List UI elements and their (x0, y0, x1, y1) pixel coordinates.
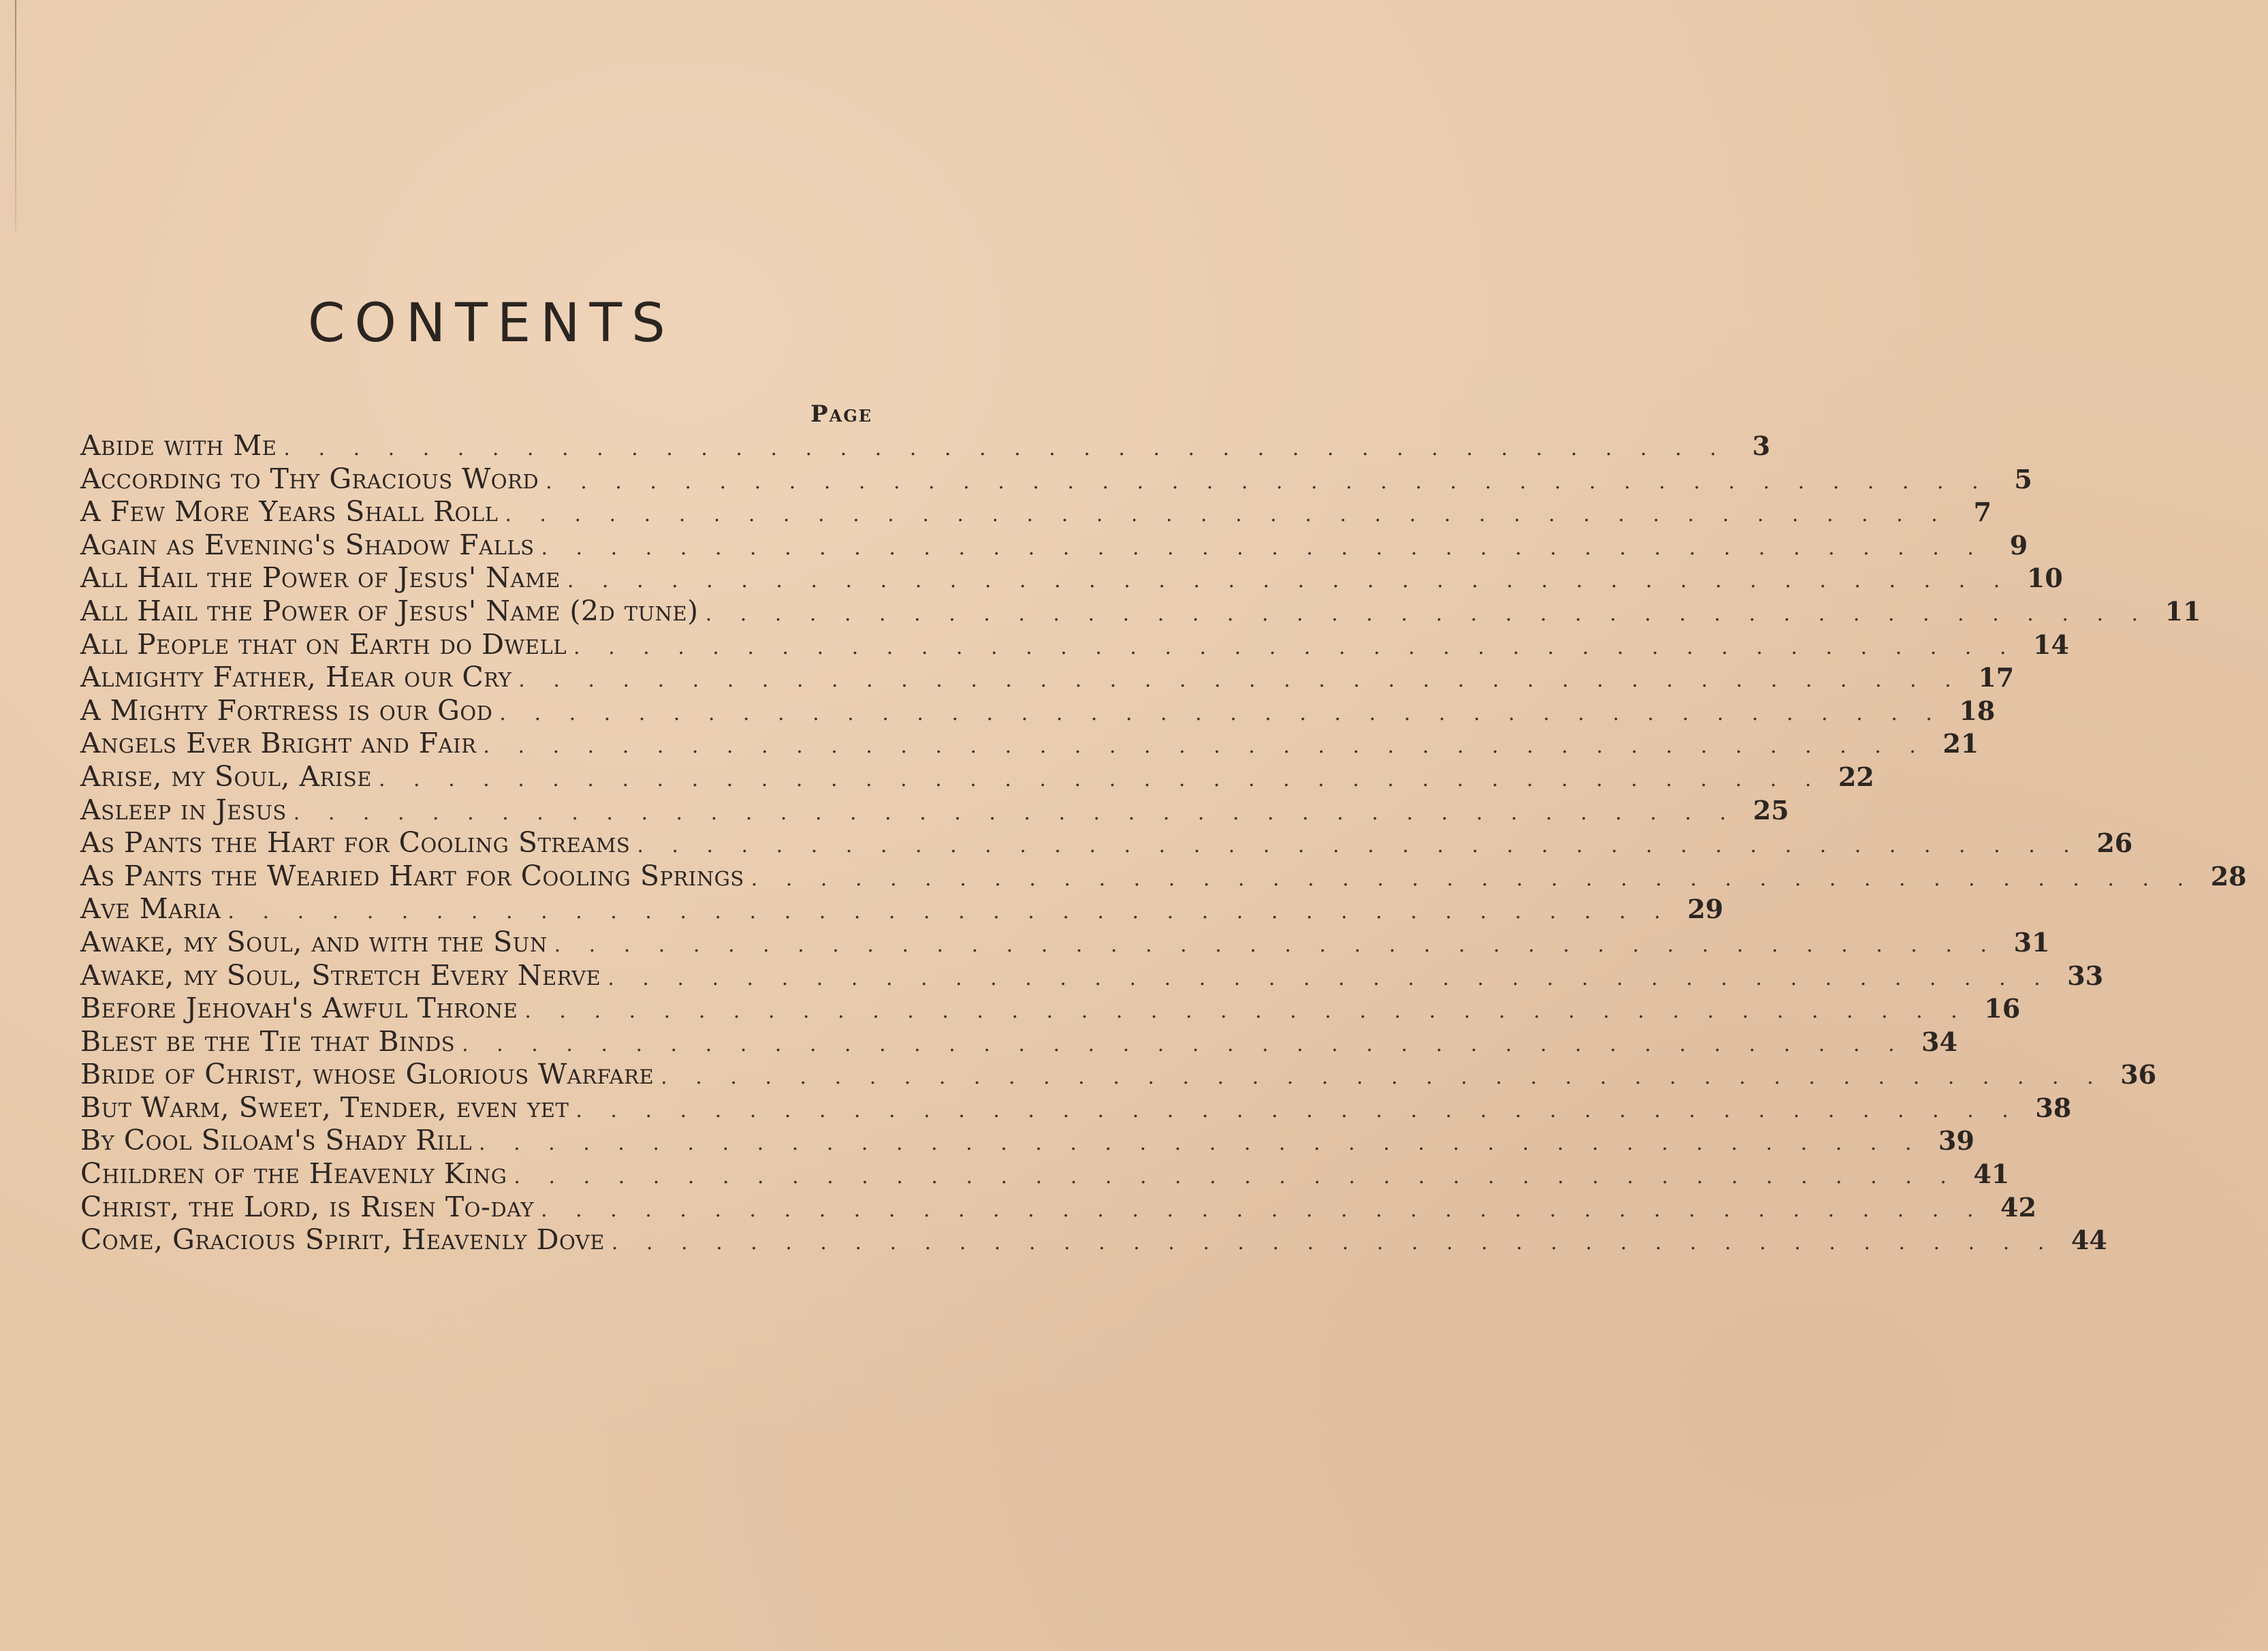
dot-leader (283, 433, 1727, 466)
toc-entry-page-number: 36 (2120, 1059, 2157, 1090)
toc-entry-page-number: 21 (1942, 728, 1979, 759)
toc-entry-title: Again as Evening's Shadow Falls (80, 528, 535, 561)
toc-entry[interactable] (80, 727, 1979, 760)
table-of-contents (80, 429, 2247, 1257)
toc-entry[interactable] (80, 429, 1771, 462)
toc-entry-title: A Mighty Fortress is our God (80, 693, 493, 727)
toc-entry[interactable] (80, 627, 2069, 661)
dot-leader (524, 995, 1968, 1028)
toc-entry-page-number: 17 (1978, 662, 2015, 693)
toc-entry[interactable] (80, 1090, 2072, 1125)
toc-entry-title: Bride of Christ, whose Glorious Warfare (80, 1058, 655, 1091)
toc-entry[interactable] (80, 693, 1996, 727)
toc-entry-page-number: 26 (2096, 828, 2133, 859)
toc-entry[interactable] (80, 528, 2028, 562)
toc-entry-title: All Hail the Power of Jesus' Name (80, 561, 561, 595)
dot-leader (541, 532, 1985, 565)
page-edge-shadow (15, 0, 16, 232)
toc-entry[interactable] (80, 495, 1992, 529)
page-column-label: Page (810, 400, 872, 428)
toc-entry-title: Awake, my Soul, Stretch Every Nerve (80, 958, 601, 992)
dot-leader (518, 664, 1962, 697)
toc-entry-page-number: 9 (2009, 529, 2028, 561)
dot-leader (612, 1227, 2056, 1260)
dot-leader (379, 764, 1823, 797)
toc-entry-page-number: 33 (2067, 960, 2104, 991)
toc-entry-title: Almighty Father, Hear our Cry (80, 661, 512, 694)
toc-entry[interactable] (80, 462, 2032, 496)
toc-entry-page-number: 38 (2035, 1092, 2072, 1123)
toc-entry-page-number: 10 (2026, 563, 2063, 594)
dot-leader (227, 896, 1671, 929)
toc-entry-title: Arise, my Soul, Arise (80, 759, 372, 793)
toc-entry[interactable] (80, 1157, 2010, 1191)
toc-entry[interactable] (80, 661, 2015, 694)
toc-entry-page-number: 41 (1973, 1159, 2010, 1190)
dot-leader (483, 730, 1927, 764)
toc-entry-page-number: 29 (1687, 894, 1724, 925)
toc-entry-title: Angels Ever Bright and Fair (80, 727, 477, 760)
toc-entry[interactable] (80, 859, 2247, 893)
dot-leader (608, 962, 2051, 996)
toc-entry-title: All People that on Earth do Dwell (80, 627, 567, 661)
toc-entry-title: Asleep in Jesus (80, 793, 287, 826)
toc-entry-title: But Warm, Sweet, Tender, even yet (80, 1090, 569, 1124)
dot-leader (637, 830, 2081, 863)
dot-leader (505, 499, 1949, 532)
toc-entry[interactable] (80, 826, 2133, 860)
toc-entry-page-number: 3 (1752, 430, 1771, 461)
toc-entry[interactable] (80, 958, 2104, 992)
dot-leader (541, 1194, 1985, 1227)
toc-entry-title: A Few More Years Shall Roll (80, 495, 499, 529)
toc-entry[interactable] (80, 561, 2063, 595)
dot-leader (514, 1161, 1957, 1194)
dot-leader (573, 631, 2017, 665)
toc-entry-title: Abide with Me (80, 429, 277, 462)
dot-leader (462, 1028, 1906, 1062)
toc-entry-title: According to Thy Gracious Word (80, 462, 539, 495)
toc-entry-page-number: 22 (1838, 761, 1874, 792)
dot-leader (479, 1127, 1923, 1161)
toc-entry-title: Before Jehovah's Awful Throne (80, 992, 518, 1025)
dot-leader (751, 863, 2195, 896)
toc-entry-page-number: 44 (2070, 1225, 2107, 1256)
dot-leader (554, 929, 1998, 962)
dot-leader (576, 1095, 2019, 1128)
toc-entry-page-number: 18 (1959, 695, 1996, 726)
toc-entry-title: Blest be the Tie that Binds (80, 1024, 456, 1058)
toc-entry-page-number: 11 (2164, 595, 2201, 627)
toc-entry-title: Christ, the Lord, is Risen To-day (80, 1190, 534, 1223)
toc-entry[interactable] (80, 892, 1724, 926)
toc-entry[interactable] (80, 992, 2021, 1025)
toc-entry-page-number: 16 (1984, 993, 2021, 1024)
toc-entry[interactable] (80, 793, 1789, 827)
toc-entry-title: Children of the Heavenly King (80, 1157, 507, 1191)
toc-entry[interactable] (80, 594, 2201, 628)
toc-entry-page-number: 7 (1973, 497, 1992, 528)
toc-entry-page-number: 25 (1752, 794, 1789, 826)
dot-leader (294, 797, 1737, 830)
toc-entry-page-number: 14 (2033, 629, 2069, 660)
dot-leader (499, 697, 1943, 731)
toc-entry-page-number: 34 (1921, 1026, 1958, 1057)
dot-leader (546, 466, 1989, 499)
toc-entry-title: Ave Maria (80, 892, 221, 926)
toc-entry[interactable] (80, 1124, 1974, 1157)
toc-entry[interactable] (80, 1190, 2036, 1224)
toc-entry[interactable] (80, 1058, 2157, 1091)
toc-entry-page-number: 28 (2210, 860, 2247, 892)
toc-entry[interactable] (80, 759, 1874, 793)
dot-leader (661, 1061, 2105, 1095)
toc-entry-title: Awake, my Soul, and with the Sun (80, 925, 548, 958)
toc-entry-title: Come, Gracious Spirit, Heavenly Dove (80, 1223, 605, 1257)
toc-entry-page-number: 42 (2000, 1191, 2036, 1223)
toc-entry[interactable] (80, 1223, 2107, 1257)
toc-entry-page-number: 31 (2013, 926, 2050, 958)
toc-entry-page-number: 39 (1938, 1125, 1974, 1157)
toc-entry[interactable] (80, 925, 2050, 959)
toc-entry-title: As Pants the Hart for Cooling Streams (80, 826, 631, 860)
toc-entry[interactable] (80, 1024, 1958, 1058)
toc-entry-page-number: 5 (2014, 463, 2032, 494)
toc-entry-title: By Cool Siloam's Shady Rill (80, 1124, 472, 1157)
toc-entry-title: All Hail the Power of Jesus' Name (2d tune) (80, 594, 699, 627)
dot-leader (706, 598, 2149, 631)
toc-entry-title: As Pants the Wearied Hart for Cooling Springs (80, 859, 744, 892)
page-title: CONTENTS (308, 293, 675, 354)
dot-leader (567, 565, 2011, 598)
